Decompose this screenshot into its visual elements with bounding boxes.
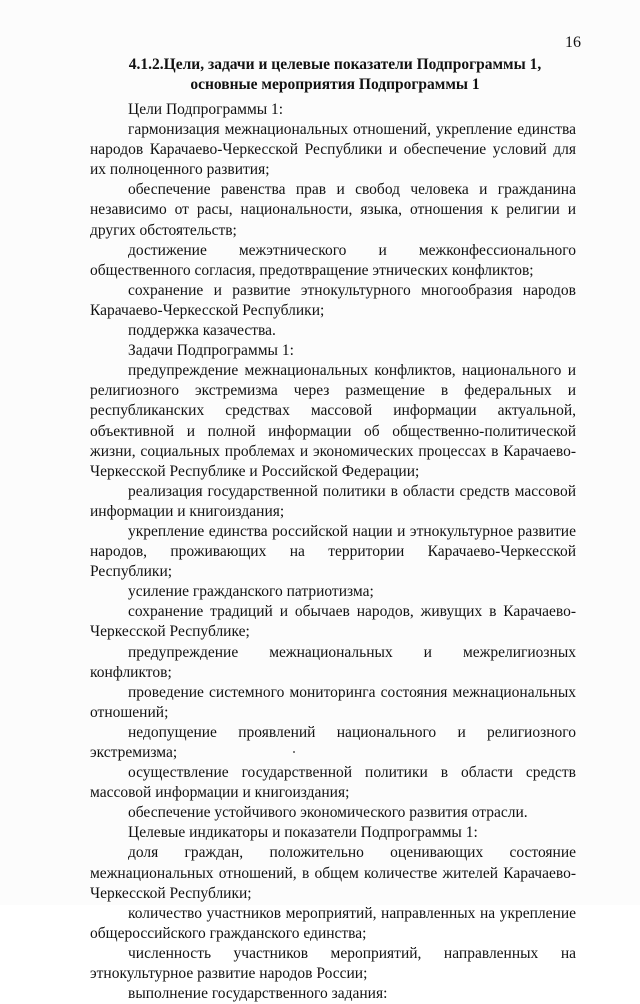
paragraph-goal-cossacks: поддержка казачества. bbox=[128, 322, 276, 340]
paragraph-task-monitoring: проведение системного мониторинга состояния межнациональных отношений; bbox=[90, 683, 576, 721]
paragraph-goals-intro: Цели Подпрограммы 1: bbox=[128, 101, 284, 118]
paragraph-indicator-participants-unity: количество участников мероприятий, направленных на укрепление общероссийского гражданского единства; bbox=[90, 904, 576, 942]
paragraph-task-prevention: предупреждение межнациональных конфликтов, национального и религиозного экстремизма через размещение в федеральных и республиканских средствах массовой информации актуальной, объективной и полной информации об общественно-политической жизни, социальных проблемах и экономических процессах в Карачаево-Черкесской Республике и Российской Федерации; bbox=[90, 362, 576, 480]
section-heading-line-2: основные мероприятия Подпрограммы 1 bbox=[190, 76, 480, 93]
paragraph-task-conflict-prevention: предупреждение межнациональных и межрелигиозных конфликтов; bbox=[90, 643, 576, 681]
body-text bbox=[90, 100, 576, 1004]
paragraph-goal-equality: обеспечение равенства прав и свобод человека и гражданина независимо от расы, национальности, языка, отношения к религии и других обстоятельств; bbox=[90, 181, 576, 239]
paragraph-task-media-policy: реализация государственной политики в области средств массовой информации и книгоиздания; bbox=[90, 482, 576, 520]
section-heading bbox=[80, 55, 590, 95]
paragraph-task-media-implementation: осуществление государственной политики в области средств массовой информации и книгоиздания; bbox=[90, 764, 576, 802]
paragraph-goal-diversity: сохранение и развитие этнокультурного многообразия народов Карачаево-Черкесской Республики; bbox=[90, 281, 576, 319]
paragraph-goal-accord: достижение межэтнического и межконфессионального общественного согласия, предотвращение этнических конфликтов; bbox=[90, 241, 576, 279]
paragraph-indicator-participants-ethno: численность участников мероприятий, направленных на этнокультурное развитие народов России; bbox=[90, 944, 576, 983]
paragraph-task-unity: укрепление единства российской нации и этнокультурное развитие народов, проживающих на территории Карачаево-Черкесской Республики; bbox=[90, 522, 576, 581]
paragraph-indicator-share: доля граждан, положительно оценивающих состояние межнациональных отношений, в общем количестве жителей Карачаево-Черкесской Республики; bbox=[90, 844, 576, 902]
paragraph-task-patriotism: усиление гражданского патриотизма; bbox=[128, 583, 374, 601]
paragraph-task-extremism: недопущение проявлений национального и религиозного экстремизма; bbox=[90, 723, 576, 761]
paragraph-indicators-intro: Целевые индикаторы и показатели Подпрограммы 1: bbox=[128, 824, 478, 842]
scan-speck bbox=[293, 751, 295, 753]
paragraph-goal-harmonization: гармонизация межнациональных отношений, укрепление единства народов Карачаево-Черкесской Республики и обеспечение условий для их полноценного развития; bbox=[90, 121, 576, 179]
paragraph-task-economic: обеспечение устойчивого экономического развития отрасли. bbox=[128, 804, 528, 822]
paragraph-task-traditions: сохранение традиций и обычаев народов, живущих в Карачаево-Черкесской Республике; bbox=[90, 603, 576, 641]
page-number: 16 bbox=[565, 34, 581, 51]
paragraph-tasks-intro: Задачи Подпрограммы 1: bbox=[128, 342, 294, 360]
paragraph-indicator-state-task: выполнение государственного задания: bbox=[128, 985, 388, 1003]
section-heading-line-1: 4.1.2.Цели, задачи и целевые показатели Подпрограммы 1, bbox=[128, 56, 542, 73]
